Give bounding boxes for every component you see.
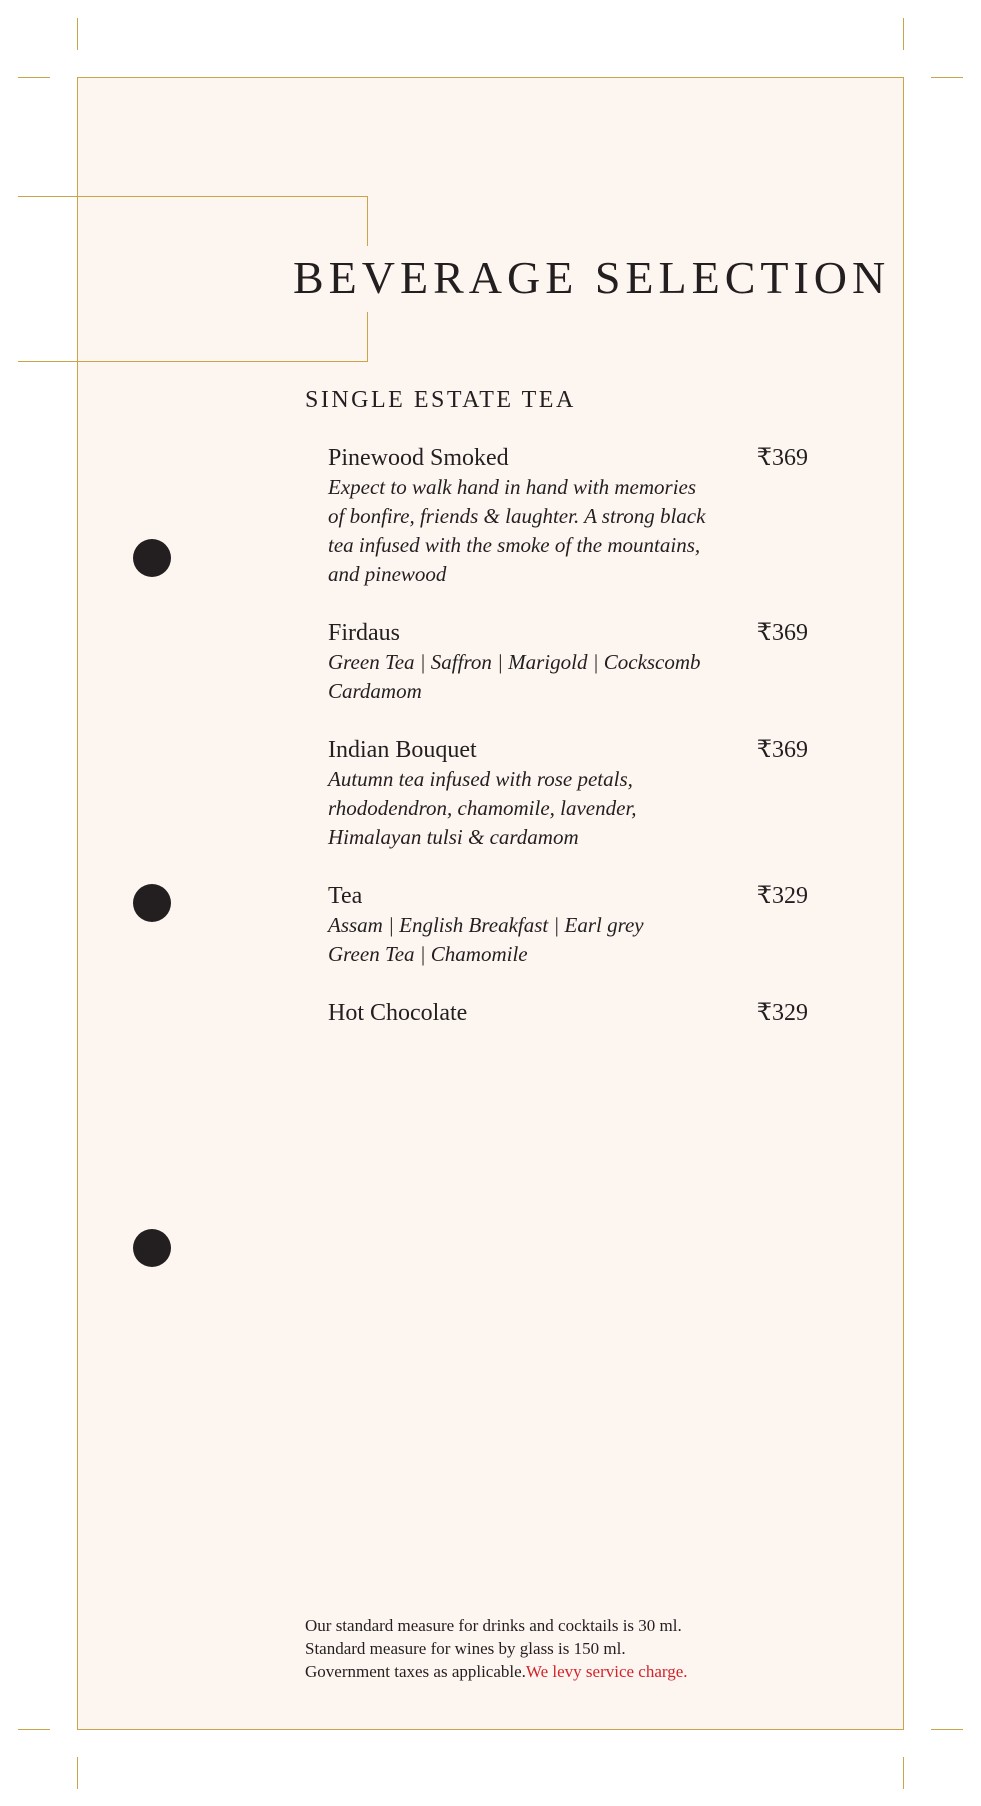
- item-description: [328, 648, 728, 706]
- item-description-line: and pinewood: [328, 562, 447, 586]
- item-price: ₹369: [756, 445, 808, 471]
- item-name: Hot Chocolate: [328, 1000, 468, 1026]
- crop-mark-left-bottom: [18, 1729, 50, 1730]
- page-title: BEVERAGE SELECTION: [293, 252, 891, 303]
- item-name: Firdaus: [328, 620, 400, 646]
- item-name: Tea: [328, 883, 363, 909]
- footer-note: [305, 1660, 688, 1683]
- item-description-line: Cardamom: [328, 679, 422, 703]
- item-description-line: Green Tea | Saffron | Marigold | Cockscomb: [328, 650, 701, 674]
- binder-hole: [133, 539, 171, 577]
- crop-mark-left-top: [18, 77, 50, 78]
- item-description: [328, 911, 728, 969]
- section-heading: SINGLE ESTATE TEA: [305, 387, 576, 413]
- item-description-line: Expect to walk hand in hand with memories: [328, 475, 697, 499]
- item-name: Pinewood Smoked: [328, 445, 509, 471]
- menu-item: [328, 881, 808, 969]
- item-description-line: Assam | English Breakfast | Earl grey: [328, 913, 644, 937]
- binder-hole: [133, 884, 171, 922]
- service-charge-note: We levy service charge.: [525, 1662, 688, 1681]
- item-description: [328, 765, 728, 852]
- menu-item-list: [328, 443, 808, 1057]
- menu-item: [328, 443, 808, 589]
- crop-mark-right-top: [931, 77, 963, 78]
- footer-note: Standard measure for wines by glass is 150 ml.: [305, 1639, 626, 1658]
- item-price: ₹369: [756, 737, 808, 763]
- item-description-line: Autumn tea infused with rose petals,: [328, 767, 633, 791]
- crop-mark-bottom-left: [77, 1757, 78, 1789]
- crop-mark-top-left: [77, 18, 78, 50]
- crop-mark-bottom-right: [903, 1757, 904, 1789]
- crop-mark-right-bottom: [931, 1729, 963, 1730]
- item-description-line: rhododendron, chamomile, lavender,: [328, 796, 637, 820]
- footer-note: Our standard measure for drinks and cocktails is 30 ml.: [305, 1616, 682, 1635]
- binder-hole: [133, 1229, 171, 1267]
- title-bracket-bottom: [18, 312, 368, 362]
- item-price: ₹369: [756, 620, 808, 646]
- item-description-line: Green Tea | Chamomile: [328, 942, 528, 966]
- menu-item: [328, 998, 808, 1028]
- item-description-line: of bonfire, friends & laughter. A strong black: [328, 504, 706, 528]
- menu-item: [328, 735, 808, 852]
- item-name: Indian Bouquet: [328, 737, 477, 763]
- footer-notes: [305, 1614, 688, 1683]
- item-price: ₹329: [756, 883, 808, 909]
- menu-item: [328, 618, 808, 706]
- item-description: [328, 473, 728, 589]
- item-description-line: tea infused with the smoke of the mountains,: [328, 533, 701, 557]
- item-price: ₹329: [756, 1000, 808, 1026]
- footer-note-text: Government taxes as applicable.: [305, 1662, 526, 1681]
- title-bracket-top: [18, 196, 368, 246]
- item-description-line: Himalayan tulsi & cardamom: [328, 825, 579, 849]
- crop-mark-top-right: [903, 18, 904, 50]
